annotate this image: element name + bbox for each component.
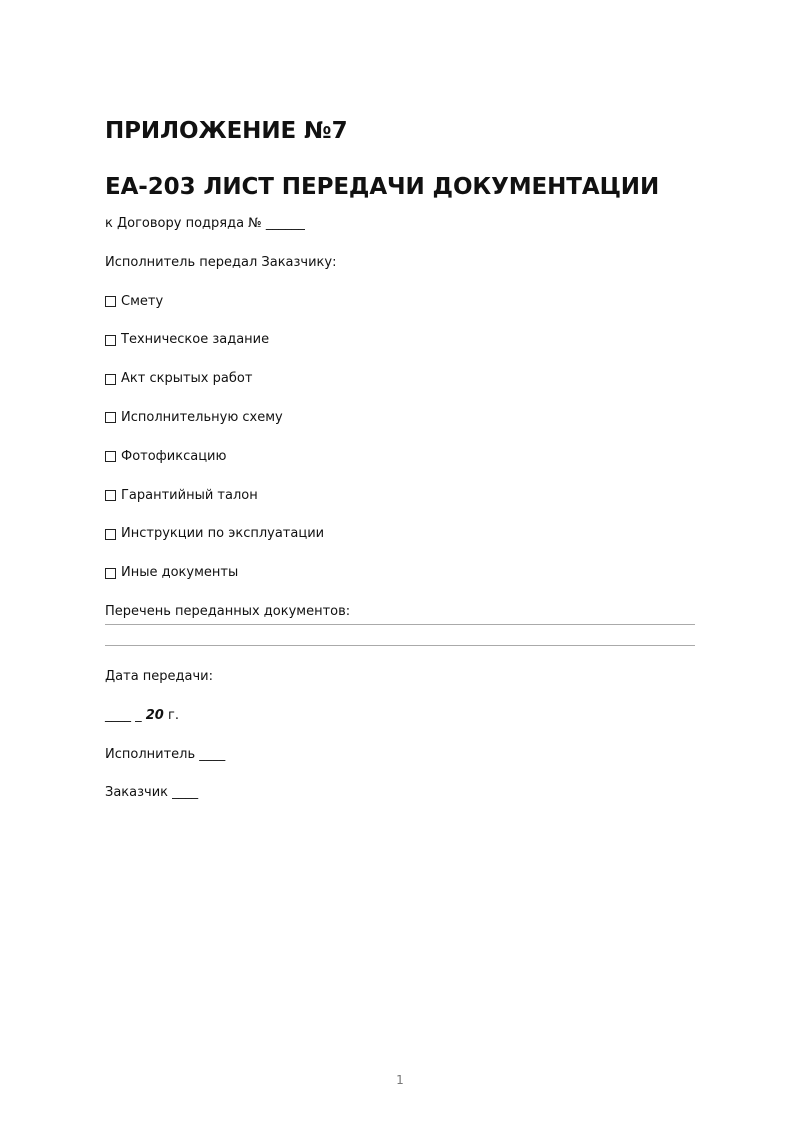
checkbox-icon[interactable]	[105, 296, 116, 307]
checklist-item-label: Фотофиксацию	[121, 448, 227, 464]
checkbox-icon[interactable]	[105, 490, 116, 501]
executor-signature[interactable]: Исполнитель ____	[105, 746, 226, 762]
checklist-item-operating-instructions[interactable]	[105, 525, 695, 543]
checkbox-icon[interactable]	[105, 529, 116, 540]
checkbox-icon[interactable]	[105, 374, 116, 385]
contract-reference: к Договору подряда № ______	[105, 216, 305, 231]
date-year-suffix: г.	[163, 707, 179, 723]
checklist-item-label: Смету	[121, 293, 164, 309]
page-number: 1	[396, 1073, 404, 1087]
transfer-date-label: Дата передачи:	[105, 668, 214, 684]
documents-list-line-2[interactable]	[105, 645, 695, 646]
document-content	[105, 114, 695, 823]
checklist-item-warranty-card[interactable]	[105, 487, 695, 505]
date-day-month-blank: ____ _	[105, 707, 146, 723]
checklist-item-label: Иные документы	[121, 565, 239, 581]
checkbox-icon[interactable]	[105, 412, 116, 423]
documents-list-label: Перечень переданных документов:	[105, 603, 351, 619]
checklist-item-technical-task[interactable]	[105, 331, 695, 349]
checklist-item-label: Исполнительную схему	[121, 409, 283, 425]
checklist-item-label: Гарантийный талон	[121, 487, 258, 503]
checklist-item-other-documents[interactable]	[105, 564, 695, 582]
checklist-item-executive-scheme[interactable]	[105, 409, 695, 427]
documents-list-line-1[interactable]	[105, 624, 695, 625]
checklist-item-estimate[interactable]	[105, 293, 695, 311]
checkbox-icon[interactable]	[105, 568, 116, 579]
transfer-intro: Исполнитель передал Заказчику:	[105, 254, 337, 270]
checklist-item-label: Акт скрытых работ	[121, 371, 253, 387]
checklist-item-hidden-works-act[interactable]	[105, 370, 695, 388]
appendix-title: ПРИЛОЖЕНИЕ №7	[105, 118, 348, 144]
date-year: 20	[145, 707, 164, 723]
checkbox-icon[interactable]	[105, 451, 116, 462]
checklist-item-label: Техническое задание	[121, 332, 270, 348]
customer-signature[interactable]: Заказчик ____	[105, 785, 199, 801]
checklist-item-photo-recording[interactable]	[105, 448, 695, 466]
document-title: ЕА-203 ЛИСТ ПЕРЕДАЧИ ДОКУМЕНТАЦИИ	[105, 174, 660, 200]
checklist-item-label: Инструкции по эксплуатации	[121, 526, 325, 542]
checkbox-icon[interactable]	[105, 335, 116, 346]
transfer-date-field[interactable]	[105, 707, 695, 725]
